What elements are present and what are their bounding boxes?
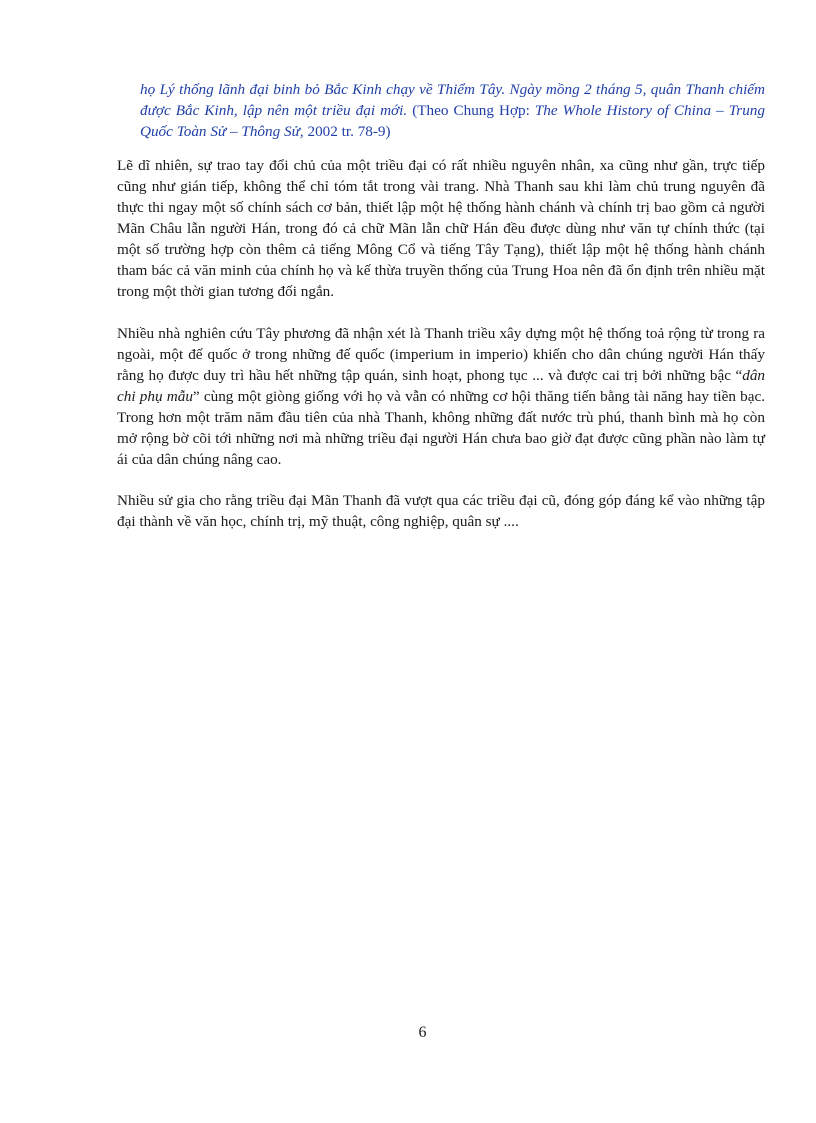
quote-citation-title: The Whole History of China – Trung Quốc Toàn Sử – Thông Sử xyxy=(140,102,765,140)
quote-citation-prefix: (Theo Chung Hợp: xyxy=(407,102,535,119)
paragraph-2-text-before: Nhiều nhà nghiên cứu Tây phương đã nhận xét là Thanh triều xây dựng một hệ thống toả rộng từ trong ra ngoài, một đế quốc ở trong những đế quốc (imperium in imperio) khiến cho dân chúng người Hán thấy rằng họ được duy trì hầu hết những tập quán, sinh hoạt, phong tục ... và được cai trị bởi những bậc “ xyxy=(117,325,765,384)
quote-citation-suffix: , 2002 tr. 78-9) xyxy=(299,123,391,140)
paragraph-2-text-after: ” cùng một giòng giống với họ và vẫn có những cơ hội thăng tiến bằng tài năng hay tiền bạc. Trong hơn một trăm năm đầu tiên của nhà Thanh, không những đất nước trù phú, thanh bình mà họ còn mở rộng bờ cõi tới những nơi mà những triều đại người Hán chưa bao giờ đạt được cũng phần nào làm tự ái của dân chúng nâng cao. xyxy=(117,388,765,468)
page-number: 6 xyxy=(418,1024,427,1041)
quote-italic-text: họ Lý thống lãnh đại binh bỏ Bắc Kinh chạy về Thiểm Tây. Ngày mồng 2 tháng 5, quân Thanh chiếm được Bắc Kinh, lập nên một triều đại mới. xyxy=(140,81,765,119)
paragraph-2-italic-phrase: dân chi phụ mẫu xyxy=(117,367,765,405)
paragraph-1: Lẽ dĩ nhiên, sự trao tay đổi chủ của một triều đại có rất nhiều nguyên nhân, xa cũng như gần, trực tiếp cũng như gián tiếp, không thể chỉ tóm tắt trong vài trang. Nhà Thanh sau khi làm chủ trung nguyên đã thực thi ngay một số chính sách cơ bản, thiết lập một hệ thống hành chánh và chính trị bao gồm cả người Mãn Châu lẫn người Hán, trong đó cả chữ Mãn lẫn chữ Hán đều được dùng như văn tự chính thức (tại một số trường hợp còn thêm cả tiếng Mông Cổ và tiếng Tây Tạng), thiết lập một hệ thống hành chánh tham bác cả văn minh của chính họ và kế thừa truyền thống của Trung Hoa nên đã ổn định trên nhiều mặt trong một thời gian tương đối ngắn. xyxy=(117,157,765,300)
paragraph-2 xyxy=(117,323,765,470)
paragraph-3: Nhiều sử gia cho rằng triều đại Mãn Thanh đã vượt qua các triều đại cũ, đóng góp đáng kể vào những tập đại thành về văn học, chính trị, mỹ thuật, công nghiệp, quân sự .... xyxy=(117,492,765,530)
quote-block xyxy=(140,79,765,142)
